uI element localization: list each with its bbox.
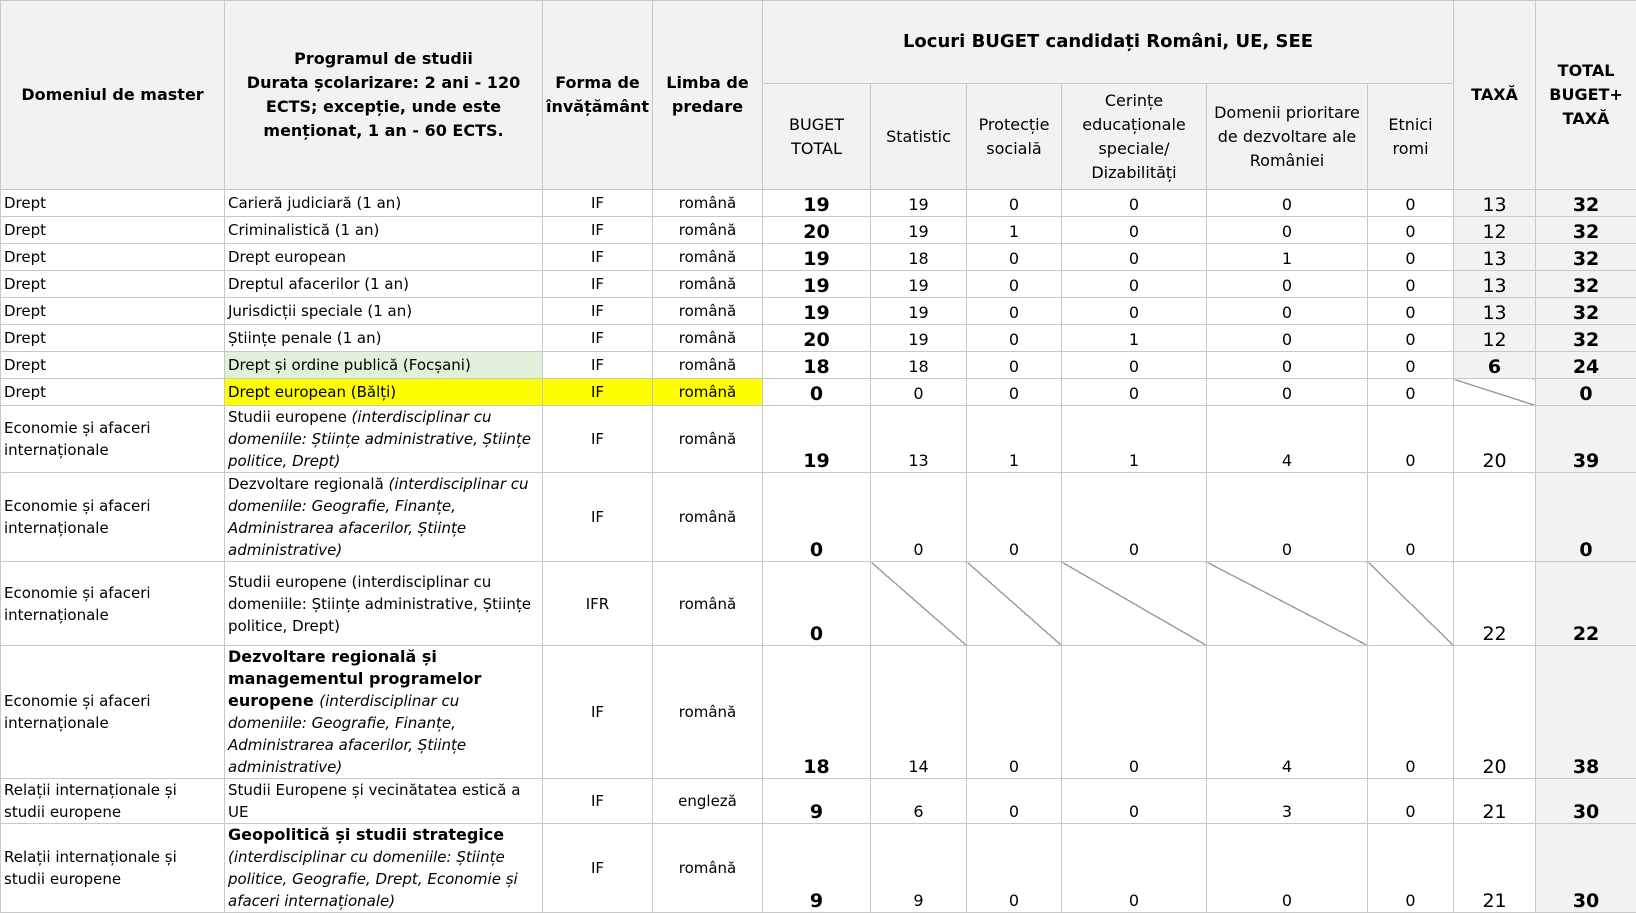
cell-domain: Relații internaționale și studii europene [1,824,225,913]
cell-form: IF [543,217,653,244]
cell-fee: 21 [1454,779,1536,824]
cell-domain: Economie și afaceri internaționale [1,473,225,562]
cell-language: română [653,190,763,217]
cell-roma: 0 [1368,779,1454,824]
cell-roma: 0 [1368,824,1454,913]
cell-budget-total: 0 [763,562,871,646]
cell-total: 39 [1536,406,1636,473]
header-program [225,1,543,190]
cell-social: 1 [967,406,1062,473]
cell-program: Dreptul afacerilor (1 an) [225,271,543,298]
cell-roma: 0 [1368,325,1454,352]
table-row [1,824,1636,913]
cell-special: 0 [1062,244,1207,271]
table-row [1,646,1636,779]
cell-program: Științe penale (1 an) [225,325,543,352]
cell-form: IFR [543,562,653,646]
cell-program: Studii Europene și vecinătatea estică a UE [225,779,543,824]
header-domain: Domeniul de master [1,1,225,190]
cell-language: română [653,244,763,271]
header-program-duration: Durata școlarizare: 2 ani - 120 ECTS; excepție, unde este menționat, 1 an - 60 ECTS. [228,71,539,143]
cell-priority: 3 [1207,779,1368,824]
cell-language: română [653,824,763,913]
cell-form: IF [543,325,653,352]
cell-domain: Economie și afaceri internaționale [1,646,225,779]
cell-total: 32 [1536,325,1636,352]
cell-form: IF [543,271,653,298]
cell-statistic: 18 [871,352,967,379]
table-row [1,298,1636,325]
cell-special: 0 [1062,217,1207,244]
cell-fee: 13 [1454,298,1536,325]
cell-priority [1207,562,1368,646]
cell-form: IF [543,406,653,473]
cell-special: 1 [1062,406,1207,473]
cell-priority: 0 [1207,298,1368,325]
cell-total: 38 [1536,646,1636,779]
cell-budget-total: 19 [763,244,871,271]
cell-fee: 22 [1454,562,1536,646]
cell-budget-total: 19 [763,298,871,325]
cell-fee: 13 [1454,190,1536,217]
cell-statistic: 19 [871,325,967,352]
cell-domain: Drept [1,244,225,271]
cell-form: IF [543,379,653,406]
cell-priority: 0 [1207,190,1368,217]
cell-special [1062,562,1207,646]
cell-fee: 6 [1454,352,1536,379]
cell-form: IF [543,473,653,562]
cell-program [225,406,543,473]
cell-program: Drept european (Bălți) [225,379,543,406]
cell-program: Jurisdicții speciale (1 an) [225,298,543,325]
program-note: (interdisciplinar cu domeniile: Științe administrative, Științe politice, Drept) [228,408,531,470]
table-row [1,473,1636,562]
cell-form: IF [543,824,653,913]
cell-statistic: 9 [871,824,967,913]
cell-language: română [653,562,763,646]
cell-total: 32 [1536,190,1636,217]
header-fee: TAXĂ [1454,1,1536,190]
cell-budget-total: 19 [763,190,871,217]
cell-budget-total: 9 [763,824,871,913]
cell-roma: 0 [1368,271,1454,298]
header-budget-total: BUGET TOTAL [763,84,871,190]
cell-roma: 0 [1368,379,1454,406]
program-note: (interdisciplinar cu domeniile: Științe politice, Geografie, Drept, Economie și afaceri internaționale) [228,848,518,910]
cell-priority: 0 [1207,217,1368,244]
cell-form: IF [543,646,653,779]
cell-special: 0 [1062,271,1207,298]
cell-form: IF [543,190,653,217]
cell-program: Drept european [225,244,543,271]
table-row [1,406,1636,473]
cell-program: Carieră judiciară (1 an) [225,190,543,217]
table-row [1,271,1636,298]
cell-budget-total: 18 [763,646,871,779]
header-statistic: Statistic [871,84,967,190]
cell-total: 0 [1536,379,1636,406]
cell-special: 0 [1062,824,1207,913]
cell-form: IF [543,244,653,271]
program-name: Dezvoltare regională și managementul programelor europene [228,647,481,710]
cell-domain: Drept [1,271,225,298]
header-social: Protecție socială [967,84,1062,190]
cell-fee: 13 [1454,271,1536,298]
cell-domain: Economie și afaceri internaționale [1,562,225,646]
cell-budget-total: 0 [763,379,871,406]
program-name: Studii europene [228,408,352,426]
cell-social: 0 [967,244,1062,271]
cell-total: 24 [1536,352,1636,379]
cell-priority: 0 [1207,473,1368,562]
cell-fee [1454,379,1536,406]
cell-fee: 12 [1454,217,1536,244]
cell-priority: 0 [1207,325,1368,352]
cell-roma: 0 [1368,244,1454,271]
cell-language: română [653,646,763,779]
cell-total: 32 [1536,244,1636,271]
cell-language: română [653,352,763,379]
cell-special: 0 [1062,473,1207,562]
cell-statistic: 19 [871,217,967,244]
cell-language: română [653,406,763,473]
cell-social: 0 [967,473,1062,562]
cell-roma: 0 [1368,217,1454,244]
cell-roma: 0 [1368,190,1454,217]
cell-special: 0 [1062,298,1207,325]
table-row [1,562,1636,646]
table-row [1,352,1636,379]
cell-fee: 12 [1454,325,1536,352]
cell-statistic: 19 [871,298,967,325]
cell-roma [1368,562,1454,646]
table-row [1,244,1636,271]
cell-domain: Drept [1,352,225,379]
cell-priority: 4 [1207,646,1368,779]
cell-roma: 0 [1368,406,1454,473]
cell-priority: 4 [1207,406,1368,473]
cell-fee: 13 [1454,244,1536,271]
cell-special: 0 [1062,779,1207,824]
cell-domain: Drept [1,298,225,325]
cell-form: IF [543,779,653,824]
cell-special: 0 [1062,646,1207,779]
cell-domain: Drept [1,379,225,406]
cell-domain: Drept [1,325,225,352]
header-priority-domains: Domenii prioritare de dezvoltare ale României [1207,84,1368,190]
table-row [1,325,1636,352]
cell-domain: Drept [1,217,225,244]
cell-statistic: 19 [871,271,967,298]
cell-program [225,824,543,913]
cell-budget-total: 20 [763,217,871,244]
cell-program [225,646,543,779]
cell-fee: 20 [1454,646,1536,779]
cell-priority: 0 [1207,824,1368,913]
cell-language: română [653,298,763,325]
cell-social: 0 [967,190,1062,217]
cell-domain: Economie și afaceri internaționale [1,406,225,473]
cell-statistic: 13 [871,406,967,473]
cell-social: 0 [967,779,1062,824]
cell-domain: Relații internaționale și studii europene [1,779,225,824]
program-name: Dezvoltare regională [228,475,389,493]
cell-budget-total: 20 [763,325,871,352]
cell-program: Drept și ordine publică (Focșani) [225,352,543,379]
cell-budget-total: 19 [763,271,871,298]
cell-social: 0 [967,325,1062,352]
cell-domain: Drept [1,190,225,217]
cell-statistic: 0 [871,473,967,562]
cell-budget-total: 19 [763,406,871,473]
cell-roma: 0 [1368,646,1454,779]
cell-language: română [653,271,763,298]
cell-statistic: 19 [871,190,967,217]
cell-total: 32 [1536,217,1636,244]
cell-budget-total: 0 [763,473,871,562]
cell-roma: 0 [1368,473,1454,562]
cell-statistic [871,562,967,646]
cell-social: 0 [967,379,1062,406]
cell-language: română [653,325,763,352]
header-total: TOTAL BUGET+ TAXĂ [1536,1,1636,190]
cell-budget-total: 9 [763,779,871,824]
program-note: (interdisciplinar cu domeniile: Geografie, Finanțe, Administrarea afacerilor, Științe administrative) [228,475,529,559]
cell-social: 0 [967,271,1062,298]
cell-roma: 0 [1368,352,1454,379]
cell-priority: 0 [1207,271,1368,298]
cell-priority: 0 [1207,352,1368,379]
cell-form: IF [543,352,653,379]
header-special-needs: Cerințe educaționale speciale/ Dizabilități [1062,84,1207,190]
cell-budget-total: 18 [763,352,871,379]
cell-statistic: 18 [871,244,967,271]
cell-social [967,562,1062,646]
table-row [1,217,1636,244]
cell-total: 32 [1536,298,1636,325]
header-form: Forma de învățământ [543,1,653,190]
cell-total: 0 [1536,473,1636,562]
cell-social: 0 [967,298,1062,325]
cell-special: 0 [1062,190,1207,217]
cell-special: 1 [1062,325,1207,352]
cell-social: 0 [967,646,1062,779]
cell-statistic: 14 [871,646,967,779]
cell-special: 0 [1062,352,1207,379]
cell-total: 30 [1536,824,1636,913]
cell-priority: 1 [1207,244,1368,271]
header-program-title: Programul de studii [228,47,539,71]
cell-total: 22 [1536,562,1636,646]
cell-priority: 0 [1207,379,1368,406]
table-row [1,779,1636,824]
cell-language: română [653,217,763,244]
cell-language: engleză [653,779,763,824]
cell-roma: 0 [1368,298,1454,325]
cell-social: 0 [967,352,1062,379]
cell-social: 0 [967,824,1062,913]
cell-fee: 20 [1454,406,1536,473]
cell-language: română [653,379,763,406]
header-language: Limba de predare [653,1,763,190]
cell-program: Criminalistică (1 an) [225,217,543,244]
header-budget-group: Locuri BUGET candidați Români, UE, SEE [763,1,1454,84]
cell-fee: 21 [1454,824,1536,913]
cell-special: 0 [1062,379,1207,406]
program-note: (interdisciplinar cu domeniile: Geografie, Finanțe, Administrarea afacerilor, Științe administrative) [228,692,466,776]
cell-fee [1454,473,1536,562]
program-name: Geopolitică și studii strategice [228,824,539,846]
cell-statistic: 6 [871,779,967,824]
cell-social: 1 [967,217,1062,244]
table-row [1,190,1636,217]
cell-form: IF [543,298,653,325]
cell-total: 30 [1536,779,1636,824]
header-roma: Etnici romi [1368,84,1454,190]
cell-program: Studii europene (interdisciplinar cu domeniile: Științe administrative, Științe politice, Drept) [225,562,543,646]
cell-statistic: 0 [871,379,967,406]
cell-total: 32 [1536,271,1636,298]
cell-language: română [653,473,763,562]
table-row [1,379,1636,406]
cell-program [225,473,543,562]
